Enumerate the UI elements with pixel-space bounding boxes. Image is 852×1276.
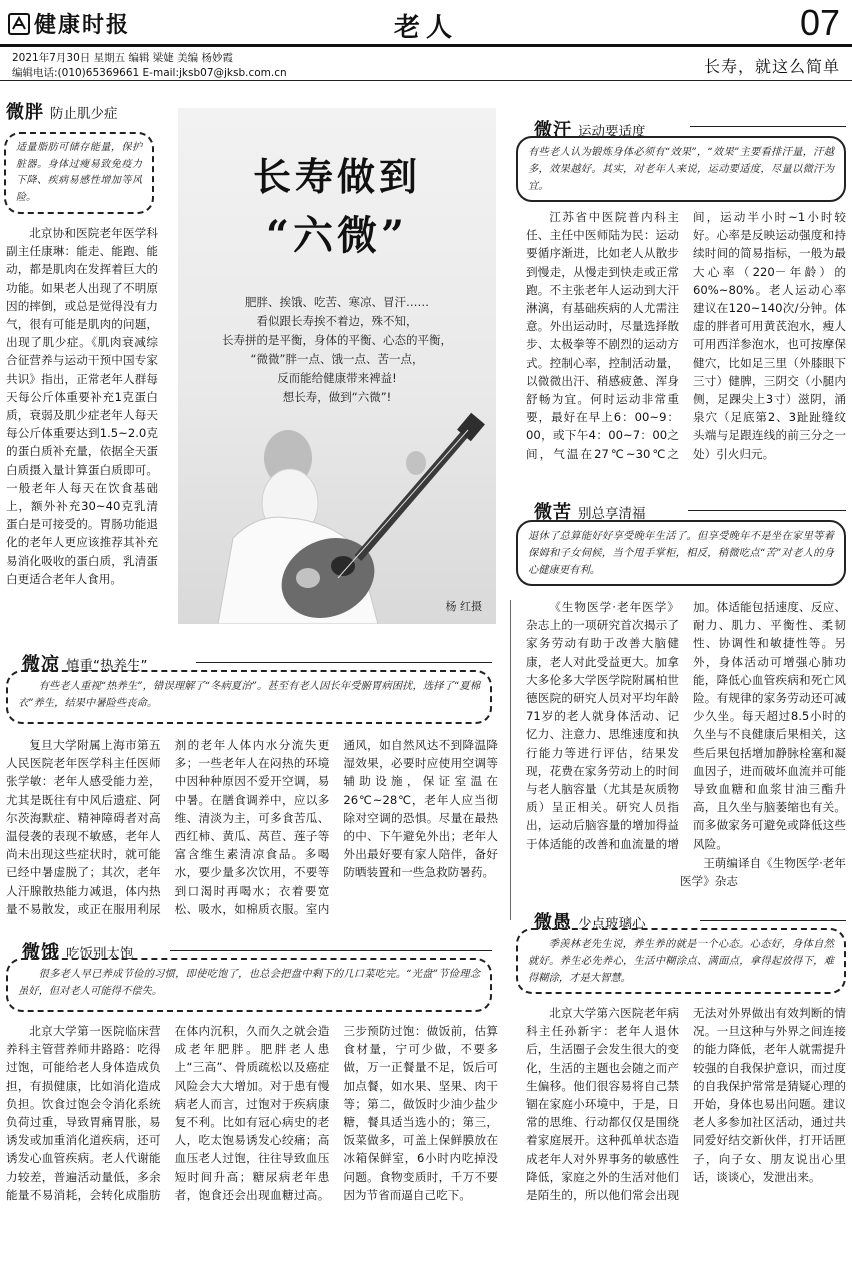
feature-title-line1: 长寿做到: [252, 154, 421, 199]
section-weiku-body: 《生物医学·老年医学》杂志上的一项研究首次揭示了家务劳动有助于改善大脑健康，老人对此受益更大。加拿大多伦多大学医学院附属柏世德医院的研究人员对平均年龄71岁的老人就身体活动、记忆力、注意力、思维速度和执行能力等进行评估，结果发现，花费在家务劳动上的时间与老人脑容量（尤其是灰质物质）呈正相关。研究人员指出，运动后脑容量的增加得益于体适能的改善和血流量的增加。体适能包括速度、反应、耐力、肌力、平衡性、柔韧性、协调性和敏捷性等。另外，身体活动可增强心肺功能，降低心血管疾病和死亡风险。有规律的家务劳动还可减少久坐。每天超过8.5小时的久坐与不良健康后果相关，这些后果包括增加静脉栓塞和凝血因子，进而破坏血流并可能导致血糖和血浆甘油三酯升高，且久坐与脑萎缩也有关。而多做家务可避免或降低这些风险。: [526, 600, 846, 851]
section-weipang-label: 微胖: [6, 102, 44, 123]
section-weiyu-intro-box: [516, 928, 846, 994]
section-weiku-intro: 退休了总算能好好享受晚年生活了。但享受晚年不是坐在家里等着保姆和子女伺候，当个甩手掌柜，相反，稍微吃点“苦”对老人的身心健康更有利。: [528, 530, 834, 576]
section-weiliang-intro: 有些老人重视“热养生”，错误理解了“冬病夏治”。甚至有老人因长年受腑胃病困扰，选择了“夏棉衣”养生，结果中暑险些丧命。: [18, 680, 480, 709]
section-weihan-intro: 有些老人认为锻炼身体必须有“效果”，“效果”主要看排汗量，汗越多，效果越好。其实，对老年人来说，运动要适度，尽量以微汗为宜。: [528, 146, 834, 192]
section-weie-title: 吃饭别太饱: [66, 946, 134, 962]
section-weiku-label: 微苦: [534, 502, 572, 523]
feature-photo-panel: [178, 108, 496, 624]
section-weiliang-body: 复旦大学附属上海市第五人民医院老年医学科主任医师张学敏：老年人感受能力差，尤其是既往有中风后遗症、阿尔茨海默症、精神障碍者对高温侵袭的表现不敏感，老年人尚未出现这些症状时，就可能已经中暑虚脱了；其次，老年人汗腺散热能力减退，体内热量不易散发，或正在服用利尿剂的老年人体内水分流失更多；一些老年人在闷热的环境中因种种原因不爱开空调，易中暑。在膳食调养中，应以多维、清淡为主，可多食苦瓜、西红柿、黄瓜、莴苣、莲子等富含维生素清凉食品。多喝水，要少量多次饮用，不要等到口渴时再喝水；衣着要宽松、吸水，如棉质衣服。室内通风，如自然风达不到降温降湿效果，必要时应使用空调等辅助设施，保证室温在26℃~28℃，老年人应当彻除对空调的恐惧。尽量在最热的中、下午避免外出；老年人外出最好要有家人陪伴，备好防晒装置和一些急救防暑药。: [6, 738, 498, 916]
section-weiku-rule: [688, 510, 846, 511]
section-weie-intro-box: [6, 958, 492, 1012]
dateline: 2021年7月30日 星期五 编辑 梁婕 美编 杨妙霞: [12, 52, 233, 64]
section-weiliang-rule: [196, 662, 492, 663]
editor-contact: 编辑电话:(010)65369661 E-mail:jksb07@jksb.com.cn: [12, 67, 287, 79]
header-bottom-rule: [0, 80, 852, 81]
section-weie-body: 北京大学第一医院临床营养科主管营养师井路路：吃得过饱，可能给老人身体造成负担，有损健康，比如消化造成负担。饮食过饱会令消化系统负荷过重，导致胃痛胃胀，易诱发或加重消化道疾病，还可诱发心血管疾病。老人代谢能力较差，普遍活动量低，多余能量不易消耗，会转化成脂肪在体内沉积，久而久之就会造成老年肥胖。肥胖老人患上“三高”、骨质疏松以及癌症风险会大大增加。对于患有慢病老人而言，过饱对于疾病康复不利。比如有冠心病史的老人，吃太饱易诱发心绞痛；高血压老人过饱，往往导致血压短时间升高；糖尿病老年患者，饱食还会出现血糖过高。三步预防过饱：做饭前，估算食材量，宁可少做，不要多做，万一正餐量不足，饭后可加点餐，如水果、坚果、肉干等；第二，做饭时少油少盐少糖，餐具适当选小的；第三，饭菜做多，可盖上保鲜膜放在冰箱保鲜室，6小时内吃掉没问题。食物变质时，千万不要因为节省而逼自己吃下。: [6, 1024, 498, 1202]
section-weiyu-body: 北京大学第六医院老年病科主任孙新宇：老年人退休后，生活圈子会发生很大的变化，生活的主题也会随之而产生偏移。他们很容易将自己禁锢在家庭小环境中，于是，日常的思维、行动都仅仅是围绕着家庭展开。这种孤单状态造成老年人对外界事务的敏感性降低，家庭之外的生活对他们是陌生的，所以他们常会出现无法对外界做出有效判断的情况。一旦这种与外界之间连接的能力降低，老年人就需提升较强的自我保护意识，而过度的自我保护常常是猜疑心理的开始，身体也易出问题。建议老人多参加社区活动，通过共同爱好结交新伙伴，打开话匣子，向子女、朋友说出心里话，谈谈心，发泄出来。: [526, 1006, 846, 1203]
section-weiliang-intro-box: [6, 670, 492, 724]
section-weihan-title: 运动要适度: [578, 124, 646, 140]
elderly-man-with-guitar-image: [178, 108, 496, 624]
header-rule: [0, 44, 852, 47]
section-weipang-title: 防止肌少症: [50, 106, 118, 122]
section-weiyu-intro: 季羡林老先生说，养生养的就是一个心态。心态好，身体自然就好。养生必先养心，生活中糊涂点、满面点，拿得起放得下，难得糊涂，才是大智慧。: [528, 938, 834, 984]
feature-poem-line: 看似跟长寿挨不着边，殊不知，: [256, 314, 418, 328]
section-weie-label: 微饿: [22, 942, 60, 963]
section-weipang-intro-box: [4, 132, 154, 214]
photo-credit: 杨 红摄: [445, 600, 482, 613]
section-weihan-label: 微汗: [534, 120, 572, 141]
feature-poem-line: 反而能给健康带来裨益!: [277, 371, 397, 385]
section-weipang-body: 北京协和医院老年医学科副主任康琳：能走、能跑、能动，都是肌肉在发挥着巨大的功能。如果老人出现了不明原因的摔倒，或总是觉得没有力气，很有可能是肌肉的问题，出现了肌少症。《肌肉衰减综合征营养与运动干预中国专家共识》指出，正常老年人群每天每公斤体重要补充1克蛋白质，衰弱及肌少症老年人每天每公斤体重要达到1.5~2.0克的蛋白质补充量，依据全天蛋白质摄入量计算蛋白质即可。一般老年人每天在饮食基础上，额外补充30~40克乳清蛋白是可接受的。胃肠功能退化的老年人更应该推荐其补充易消化吸收的蛋白质，乳清蛋白更适合老年人食用。: [6, 226, 158, 586]
section-weiku-intro-box: [516, 520, 846, 586]
feature-poem-line: 长寿拼的是平衡，身体的平衡、心态的平衡，: [222, 333, 452, 347]
section-weiyu-rule: [700, 920, 846, 921]
section-title: 老人: [393, 13, 458, 43]
section-weiliang-title: 慎重“热养生”: [66, 658, 148, 674]
page-slogan: 长寿，就这么简单: [703, 57, 840, 76]
feature-title-line2: “六微”: [265, 212, 408, 259]
feature-poem-line: 想长寿，做到“六微”!: [282, 390, 392, 404]
section-weihan-rule: [690, 126, 846, 127]
section-weipang-intro: 适量脂肪可储存能量，保护脏器。身体过瘦易致免疫力下降、疾病易感性增加等风险。: [16, 142, 142, 203]
column-divider: [510, 600, 511, 920]
section-weihan-intro-box: [516, 136, 846, 202]
section-weie-intro: 很多老人早已养成节俭的习惯，即使吃饱了，也总会把盘中剩下的几口菜吃完。“光盘”节俭理念虽好，但对老人可能得不偿失。: [18, 968, 480, 997]
section-weiku-source: 王萌编译自《生物医学·老年医学》杂志: [680, 856, 846, 889]
feature-poem-line: “微微”胖一点、饿一点、苦一点，: [250, 352, 424, 366]
section-weiyu-label: 微愚: [534, 912, 572, 933]
section-weihan-body: 江苏省中医院普内科主任、主任中医师陆为民：运动要循序渐进，比如老人从散步到慢走，从慢走到快走或正常跑。不主张老年人运动到大汗淋漓，有基础疾病的人尤需注意。外出运动时，尽量选择散步、太极拳等不剧烈的运动方式。控制心率，控制活动量，以微微出汗、稍感疲惫、浑身舒畅为宜。何时运动非常重要，最好在早上6：00~9：00，或下午4：00~7：00之间，气温在27℃~30℃之间，运动半小时~1小时较好。心率是反映运动强度和持续时间的简易指标，一般为最大心率（220－年龄）的60%~80%。老人运动心率建议在120~140次/分钟。体虚的胖者可用黄芪泡水，瘦人可用西洋参泡水，也可按摩保健穴，比如足三里（外膝眼下三寸）健脾，三阴交（小腿内侧，足踝尖上3寸）滋阴，涌泉穴（足底第2、3趾趾缝纹头端与足跟连线的前三分之一处）引火归元。: [526, 210, 846, 461]
section-weie-rule: [170, 950, 492, 951]
section-weipang-heading: [6, 98, 118, 124]
newspaper-name: 健康时报: [34, 12, 131, 38]
section-weiliang-label: 微凉: [22, 654, 60, 675]
section-weiyu-title: 少点玻璃心: [578, 916, 646, 932]
section-weiku-title: 别总享清福: [578, 506, 646, 522]
feature-poem-line: 肥胖、挨饿、吃苦、寒凉、冒汗……: [245, 295, 429, 309]
page-number: 07: [799, 2, 840, 43]
